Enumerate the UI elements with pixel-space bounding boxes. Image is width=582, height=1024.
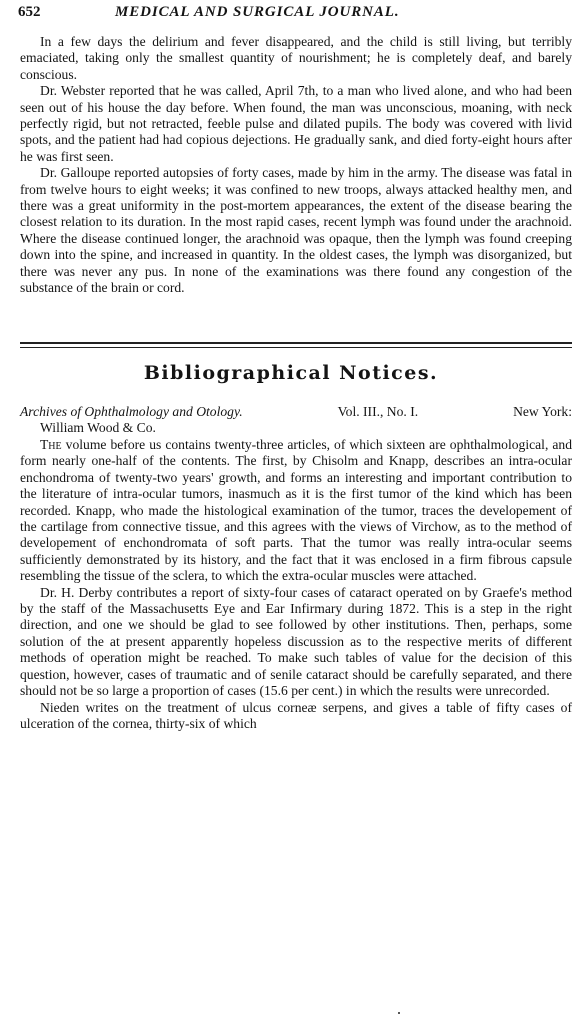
notice-body [20,437,572,732]
page-number: 652 [18,4,41,20]
page-header [18,3,573,25]
paragraph-webster: Dr. Webster reported that he was called, April 7th, to a man who lived alone, and who had been seen out of his house the day before. When found, the man was unconscious, moaning, with neck perfectly rigid, but not retracted, feeble pulse and dilated pupils. The body was covered with livid spots, and the patient had had copious dejections. He gradually sank, and died forty-eight hours after he was first seen. [20,83,572,164]
paragraph-archives-contents [20,437,572,585]
article-continuation [20,34,572,297]
paragraph-deaf-child: In a few days the delirium and fever disappeared, and the child is still living, but terribly emaciated, taking only the smallest quantity of nourishment; he is completely deaf, and barely conscious. [20,34,572,82]
section-title: Bibliographical Notices. [143,362,439,384]
notice-citation [20,404,572,437]
running-title: MEDICAL AND SURGICAL JOURNAL. [115,4,400,20]
lead-word: The [40,437,62,452]
print-speck [398,1012,400,1014]
paragraph-nieden: Nieden writes on the treatment of ulcus corneæ serpens, and gives a table of fifty cases of ulceration of the cornea, thirty-six of which [20,699,572,731]
notice-volume: Vol. III., No. I. [337,404,419,419]
notice-place: New York: [513,404,572,419]
section-divider-top [20,342,572,344]
paragraph-archives-rest: volume before us contains twenty-three articles, of which sixteen are ophthalmological, and form nearly one-half of the contents. The first, by Chisolm and Knapp, describes an intra-ocular enchondroma of twenty-two years' growth, and forms an interesting and important contribution to the literature of intra-ocular tumors, inasmuch as it is the first tumor of the kind which has been recorded. Knapp, who made the histological examination of the tumor, traces the developement of the cartilage from connective tissue, and this agrees with the views of Virchow, as to the method of developement of enchondromata of soft parts. That the tumor was really intra-ocular seems sufficiently demonstrated by its history, and the fact that it was enclosed in a firm fibrous capsule resembling the tissue of the sclera, to which the extra-ocular muscles were attached. [20,437,572,584]
paragraph-derby: Dr. H. Derby contributes a report of sixty-four cases of cataract operated on by Graefe's method by the staff of the Massachusetts Eye and Ear Infirmary during 1872. This is a step in the right direction, and one we should be glad to see followed by other institutions. Then, perhaps, some solution of the at present apparently hopeless discussion as to the respective merits of different methods of operation might be reached. To make such tables of value for the decision of this question, however, cases of traumatic and of senile cataract should be carefully separated, and there should not be so large a proportion of cases (15.6 per cent.) in which the results were unrecorded. [20,584,572,699]
paragraph-galloupe: Dr. Galloupe reported autopsies of forty cases, made by him in the army. The disease was fatal in from twelve hours to eight weeks; it was confined to new troops, always attacked healthy men, and there was a great uniformity in the post-mortem appearances, the extent of the disease bearing the closest relation to its duration. In the most rapid cases, recent lymph was found under the arachnoid. Where the disease continued longer, the arachnoid was opaque, then the lymph was found creeping down into the spine, and increased in quantity. In the oldest cases, the lymph was disorganized, but there was never any pus. In none of the examinations was there found any congestion of the substance of the brain or cord. [20,165,572,296]
notice-publisher: William Wood & Co. [40,420,156,436]
section-divider-bottom [20,347,572,348]
notice-journal-title: Archives of Ophthalmology and Otology. [20,404,243,419]
